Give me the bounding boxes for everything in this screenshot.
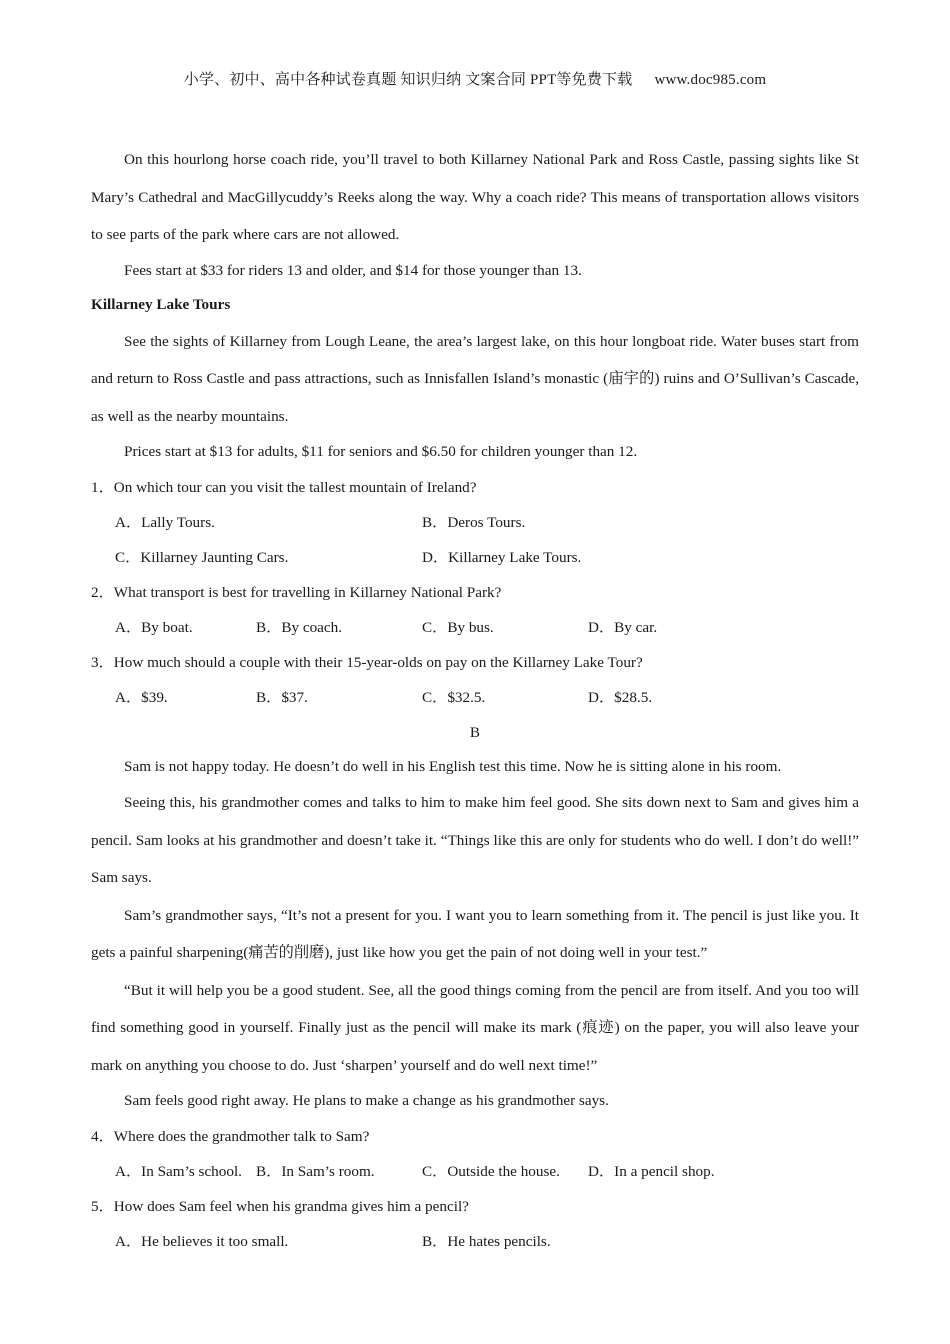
question-4: 4．Where does the grandmother talk to Sam? [91,1127,370,1145]
section-heading: Killarney Lake Tours [91,296,231,313]
question-1-options-row-2 [91,540,859,575]
question-1-options-row-1 [91,505,859,540]
passage-a-paragraph-3: See the sights of Killarney from Lough Leane, the area’s largest lake, on this hour longboat ride. Water buses start from and return to Ross Castle and pass attractions, such as Innisfallen Island’s monastic (庙宇的) ruins and O’Sullivan’s Cascade, as well as the nearby mountains. [91,332,859,425]
question-4-options [91,1154,859,1189]
option-c: C．$32.5. [422,688,486,706]
option-a: A．By boat. [115,618,193,636]
option-c: C．Outside the house. [422,1162,560,1180]
document-body [91,141,859,1259]
option-c: C．Killarney Jaunting Cars. [115,548,289,566]
passage-b-paragraph-1: Sam is not happy today. He doesn’t do well in his English test this time. Now he is sitting alone in his room. [124,757,782,775]
question-5: 5．How does Sam feel when his grandma gives him a pencil? [91,1197,469,1215]
section-b-label: B [469,723,481,741]
option-a: A．$39. [115,688,168,706]
header-text: 小学、初中、高中各种试卷真题 知识归纳 文案合同 PPT等免费下载 [183,72,633,88]
option-d: D．$28.5. [588,688,653,706]
header-website: www.doc985.com [654,72,767,88]
passage-b-paragraph-4: “But it will help you be a good student. See, all the good things coming from the pencil are from itself. And you too will find something good in yourself. Finally just as the pencil will make its mark (痕迹) on the paper, you will also leave your mark on anything you choose to do. Just ‘sharpen’ yourself and do well next time!” [91,981,859,1074]
passage-b-paragraph-2: Seeing this, his grandmother comes and talks to him to make him feel good. She sits down next to Sam and gives him a pencil. Sam looks at his grandmother and doesn’t take it. “Things like this are only for students who do well. I don’t do well!” Sam says. [91,794,859,886]
option-d: D．By car. [588,618,658,636]
passage-a-paragraph-4: Prices start at $13 for adults, $11 for seniors and $6.50 for children younger than 12. [124,443,638,460]
option-b: B．By coach. [256,618,343,636]
question-3: 3．How much should a couple with their 15-year-olds on pay on the Killarney Lake Tour? [91,653,643,671]
option-a: A．He believes it too small. [115,1232,289,1250]
question-2-options [91,610,859,645]
option-a: A．Lally Tours. [115,513,215,531]
passage-b-paragraph-5: Sam feels good right away. He plans to make a change as his grandmother says. [124,1092,609,1109]
option-c: C．By bus. [422,618,494,636]
option-a: A．In Sam’s school. [115,1162,242,1180]
passage-b-paragraph-3: Sam’s grandmother says, “It’s not a present for you. I want you to learn something from it. The pencil is just like you. It gets a painful sharpening(痛苦的削磨), just like how you get the pain of not doing well in your test.” [91,906,859,961]
question-2: 2．What transport is best for travelling in Killarney National Park? [91,583,502,601]
option-b: B．Deros Tours. [422,513,526,531]
option-b: B．In Sam’s room. [256,1162,375,1180]
option-d: D．In a pencil shop. [588,1162,715,1180]
page-header [0,68,950,89]
option-b: B．He hates pencils. [422,1232,551,1250]
option-b: B．$37. [256,688,308,706]
question-1: 1．On which tour can you visit the tallest mountain of Ireland? [91,478,477,496]
question-5-options [91,1224,859,1259]
question-3-options [91,680,859,715]
option-d: D．Killarney Lake Tours. [422,548,582,566]
passage-a-paragraph-2: Fees start at $33 for riders 13 and older, and $14 for those younger than 13. [124,261,582,279]
passage-a-paragraph-1: On this hourlong horse coach ride, you’ll travel to both Killarney National Park and Ross Castle, passing sights like St Mary’s Cathedral and MacGillycuddy’s Reeks along the way. Why a coach ride? This means of transportation allows visitors to see parts of the park where cars are not allowed. [91,151,859,243]
